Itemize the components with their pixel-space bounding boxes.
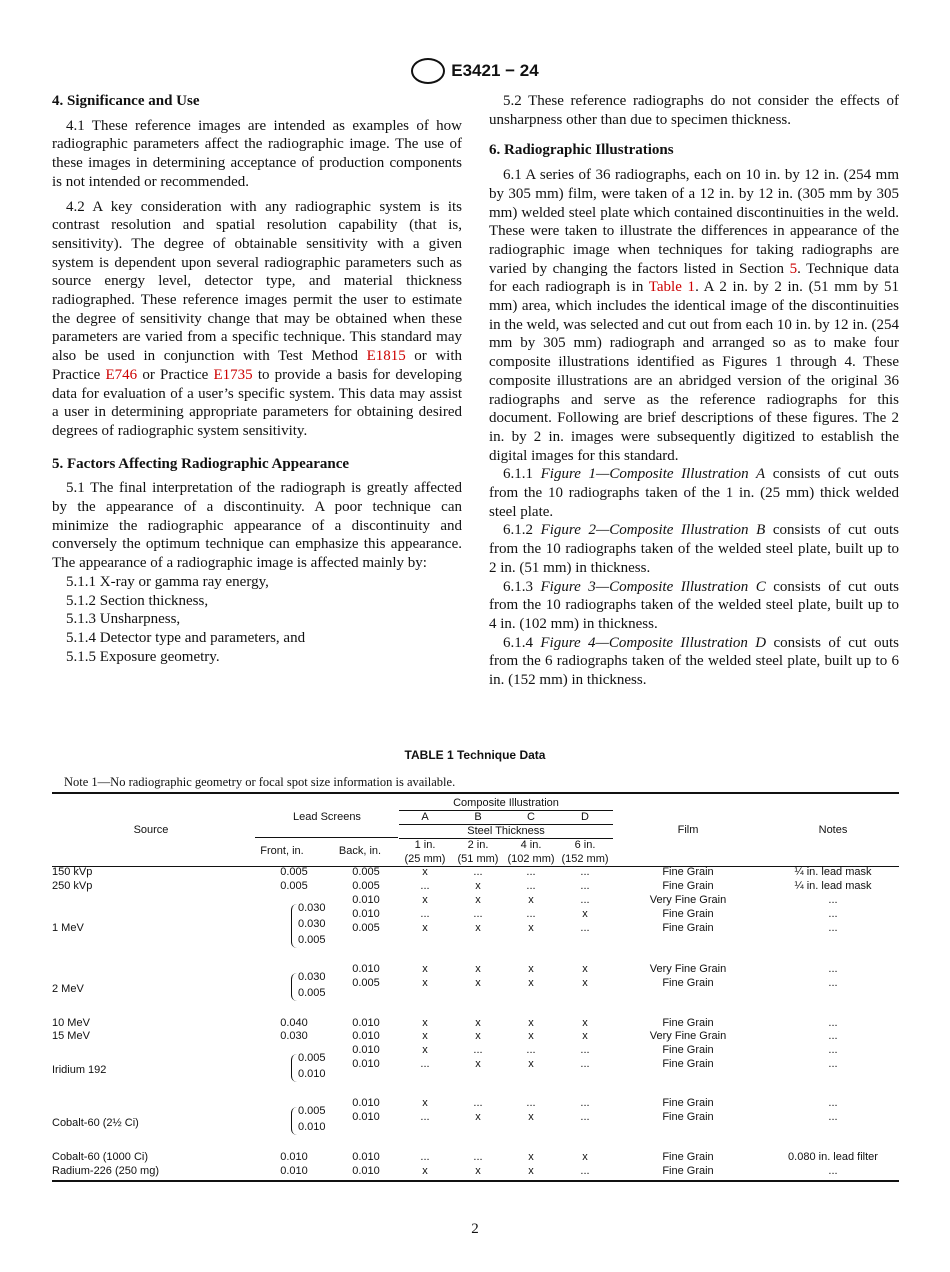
cell-composite-c: x — [528, 1165, 534, 1177]
cell-composite-b: x — [475, 880, 481, 892]
cell-composite-c: ... — [526, 866, 536, 878]
cell-composite-d: x — [582, 963, 588, 975]
brace-glyph — [291, 1107, 297, 1135]
header-thick-1-mm: (25 mm) — [404, 853, 446, 865]
cell-composite-d: ... — [580, 1044, 590, 1056]
cell-front: 0.040 — [280, 1017, 308, 1029]
cell-composite-d: x — [582, 1030, 588, 1042]
header-letter-c: C — [527, 811, 535, 823]
cell-composite-b: x — [475, 1165, 481, 1177]
text: 4.2 A key consideration with any radiographic system is its contrast resolution and spatial resolution capability (that is, sensitivity). The degree of obtainable sensitivity with a given system is dependent upon several radiographic parameters such as source energy level, detector type, and material thickness radiographed. These reference images permit the user to estimate the degree of sensitivity change that may be obtained when these parameters are varied from a specific technique. This standard may also be used in conjunction with Test Method — [52, 198, 462, 365]
text: 6.1.4 — [503, 634, 541, 651]
page-number: 2 — [471, 1221, 479, 1237]
cell-notes: ... — [828, 1097, 838, 1109]
cell-front: 0.030 — [298, 918, 326, 930]
cell-film: Fine Grain — [662, 1058, 714, 1070]
cell-back: 0.010 — [352, 1111, 380, 1123]
header-thick-4-mm: (102 mm) — [507, 853, 555, 865]
cell-back: 0.010 — [352, 1030, 380, 1042]
cell-notes: ... — [828, 908, 838, 920]
cell-back: 0.010 — [352, 1017, 380, 1029]
table-title: TABLE 1 Technique Data — [404, 748, 546, 762]
cell-composite-b: ... — [473, 866, 483, 878]
cell-composite-a: x — [422, 963, 428, 975]
header-source: Source — [133, 824, 169, 836]
cell-film: Very Fine Grain — [649, 963, 727, 975]
cell-composite-a: x — [422, 1017, 428, 1029]
cell-front: 0.005 — [298, 1105, 326, 1117]
cell-composite-c: x — [528, 977, 534, 989]
para-5-1: 5.1 The final interpretation of the radiograph is greatly affected by the appearance of a discontinuity. A poor technique can minimize the radiographic appearance of a discontinuity and conversely the optimum technique can emphasize this appearance. The appearance of a radiographic image is affected mainly by: — [52, 480, 462, 572]
cell-composite-c: x — [528, 922, 534, 934]
cell-composite-b: x — [475, 894, 481, 906]
cell-source: 1 MeV — [52, 922, 84, 934]
list-item: 5.1.5 Exposure geometry. — [66, 648, 220, 665]
text: or with Practice — [52, 348, 463, 383]
cell-composite-c: x — [528, 1058, 534, 1070]
para-6-1-4 — [489, 634, 899, 690]
header-letter-d: D — [581, 811, 589, 823]
cell-composite-b: x — [475, 1111, 481, 1123]
cell-composite-c: x — [528, 1111, 534, 1123]
cell-back: 0.005 — [352, 922, 380, 934]
cell-composite-d: ... — [580, 1111, 590, 1123]
text: 6.1.3 — [503, 578, 541, 595]
list-item: 5.1.3 Unsharpness, — [66, 611, 181, 628]
cell-notes: ... — [828, 894, 838, 906]
cell-composite-b: x — [475, 1030, 481, 1042]
cell-film: Fine Grain — [662, 1165, 714, 1177]
cell-composite-a: x — [422, 1030, 428, 1042]
cell-composite-d: x — [582, 1151, 588, 1163]
cell-back: 0.010 — [352, 1165, 380, 1177]
cell-composite-b: x — [475, 977, 481, 989]
cell-front: 0.030 — [298, 971, 326, 983]
header-thick-2-mm: (51 mm) — [457, 853, 499, 865]
cell-composite-a: ... — [420, 1058, 430, 1070]
figure-ref: Figure 3—Composite Illustration C — [540, 578, 766, 595]
cell-composite-a: x — [422, 1165, 428, 1177]
text: to provide a basis for developing data for evaluation of a user’s specific system. This data may assist a user in determining appropriate parameters for obtaining desired degrees of radiographic system sensitivity. — [52, 366, 462, 439]
cell-notes: ... — [828, 1017, 838, 1029]
text: consists of cut outs from the 6 radiographs taken of the welded steel plate, built up to 6 in. (152 mm) in thickness. — [489, 634, 899, 689]
cell-front: 0.030 — [280, 1030, 308, 1042]
cell-front: 0.010 — [298, 1121, 326, 1133]
cell-composite-b: ... — [473, 1097, 483, 1109]
astm-logo — [411, 58, 445, 84]
cell-composite-b: ... — [473, 908, 483, 920]
header-letter-b: B — [474, 811, 482, 823]
figure-ref: Figure 4—Composite Illustration D — [540, 634, 767, 651]
text: 6.1.2 — [503, 522, 541, 539]
cell-back: 0.005 — [352, 880, 380, 892]
cell-back: 0.005 — [352, 866, 380, 878]
cell-back: 0.010 — [352, 1058, 380, 1070]
header-thick-2: 2 in. — [467, 839, 489, 851]
text: 6.1 A series of 36 radiographs, each on 10 in. by 12 in. (254 mm by 305 mm) film, were taken of a 12 in. by 12 in. (305 mm by 305 mm) welded steel plate which contained discontinuities in the weld. These were taken to illustrate the differences in appearance of the radiographic image when techniques for taking radiographs are varied by changing the factors listed in Section — [489, 167, 899, 277]
cell-composite-d: ... — [580, 1097, 590, 1109]
text: . Technique data for each radiograph is in — [489, 260, 899, 296]
para-6-1 — [489, 166, 899, 465]
cell-composite-a: x — [422, 1044, 428, 1056]
cell-source: Cobalt-60 (1000 Ci) — [52, 1151, 148, 1163]
para-6-1-1 — [489, 465, 899, 521]
header-letter-a: A — [421, 811, 429, 823]
cell-notes: 0.080 in. lead filter — [788, 1151, 878, 1163]
cell-front: 0.010 — [280, 1151, 308, 1163]
right-column — [489, 92, 899, 690]
header-film: Film — [677, 824, 699, 836]
section-5-title: 5. Factors Affecting Radiographic Appearance — [52, 455, 350, 472]
list-item: 5.1.2 Section thickness, — [66, 592, 209, 609]
cell-composite-c: x — [528, 1030, 534, 1042]
header-steel-thickness: Steel Thickness — [467, 825, 545, 837]
link-section-5[interactable]: 5 — [789, 260, 798, 277]
header-lead-screens: Lead Screens — [293, 811, 361, 823]
left-column — [52, 92, 462, 666]
text: . A 2 in. by 2 in. (51 mm by 51 mm) area, which includes the identical image of the discontinuities in the weld, was selected and cut out from each 10 in. by 12 in. (254 mm by 305 mm) radiograph and arranged so as to make four composite illustrations identified as Figures 1 through 4. These composite illustrations are an abridged version of the original 36 radiographs and serve as the reference radiographs for this document. Following are brief descriptions of these figures. The 2 in. by 2 in. images were subsequently digitized to establish the digital images for this standard. — [489, 279, 900, 464]
figure-ref: Figure 2—Composite Illustration B — [540, 522, 766, 539]
cell-composite-c: x — [528, 963, 534, 975]
cell-composite-a: x — [422, 1097, 428, 1109]
brace-glyph — [291, 973, 297, 1001]
text: consists of cut outs from the 10 radiographs taken of the welded steel plate, built up to 4 in. (102 mm) in thickness. — [489, 578, 899, 632]
cell-notes: ... — [828, 1165, 838, 1177]
link-e1815[interactable]: E1815 — [366, 348, 406, 365]
header-thick-6-mm: (152 mm) — [561, 853, 609, 865]
cell-composite-b: x — [475, 1017, 481, 1029]
cell-composite-b: x — [475, 922, 481, 934]
list-item: 5.1.1 X-ray or gamma ray energy, — [66, 573, 269, 590]
para-6-1-3 — [489, 578, 899, 634]
table-bottom-rule — [52, 1180, 899, 1182]
cell-front: 0.030 — [298, 902, 326, 914]
cell-notes: ... — [828, 922, 838, 934]
cell-front: 0.005 — [280, 866, 308, 878]
section-4-title: 4. Significance and Use — [52, 93, 200, 109]
cell-film: Fine Grain — [662, 866, 714, 878]
cell-back: 0.010 — [352, 1151, 380, 1163]
cell-front: 0.005 — [298, 987, 326, 999]
cell-front: 0.010 — [280, 1165, 308, 1177]
cell-composite-d: x — [582, 1017, 588, 1029]
cell-composite-b: x — [475, 1058, 481, 1070]
cell-composite-d: x — [582, 977, 588, 989]
cell-source: Iridium 192 — [52, 1064, 107, 1076]
cell-composite-b: x — [475, 963, 481, 975]
cell-composite-c: ... — [526, 880, 536, 892]
header-thick-6: 6 in. — [574, 839, 596, 851]
cell-front: 0.005 — [298, 1052, 326, 1064]
cell-front: 0.005 — [280, 880, 308, 892]
cell-composite-a: x — [422, 894, 428, 906]
header-front: Front, in. — [260, 845, 304, 857]
cell-front: 0.010 — [298, 1068, 326, 1080]
cell-composite-d: x — [582, 908, 588, 920]
cell-source: Cobalt-60 (2½ Ci) — [52, 1117, 139, 1129]
document-id: E3421 − 24 — [451, 61, 539, 80]
header-composite: Composite Illustration — [453, 797, 559, 809]
cell-notes: ... — [828, 1058, 838, 1070]
cell-composite-d: ... — [580, 1058, 590, 1070]
link-e1735[interactable]: E1735 — [213, 366, 253, 383]
cell-back: 0.010 — [352, 1044, 380, 1056]
para-6-1-2 — [489, 521, 899, 577]
cell-composite-a: x — [422, 922, 428, 934]
cell-notes: ... — [828, 1111, 838, 1123]
cell-composite-c: x — [528, 1151, 534, 1163]
list-item: 5.1.4 Detector type and parameters, and — [66, 629, 306, 646]
table-note: Note 1—No radiographic geometry or focal spot size information is available. — [64, 775, 456, 789]
cell-film: Fine Grain — [662, 880, 714, 892]
cell-composite-c: ... — [526, 1097, 536, 1109]
cell-composite-b: ... — [473, 1044, 483, 1056]
cell-front: 0.005 — [298, 934, 326, 946]
page-header — [0, 58, 950, 84]
cell-composite-d: ... — [580, 1165, 590, 1177]
cell-composite-a: ... — [420, 1111, 430, 1123]
cell-notes: ... — [828, 1044, 838, 1056]
cell-notes: ... — [828, 1030, 838, 1042]
cell-composite-c: ... — [526, 908, 536, 920]
cell-composite-a: ... — [420, 880, 430, 892]
text: consists of cut outs from the 10 radiographs taken of the welded steel plate, built up to 2 in. (51 mm) in thickness. — [489, 522, 899, 576]
cell-composite-c: x — [528, 1017, 534, 1029]
cell-notes: ¼ in. lead mask — [794, 880, 872, 892]
cell-film: Fine Grain — [662, 977, 714, 989]
cell-back: 0.005 — [352, 977, 380, 989]
cell-composite-c: x — [528, 894, 534, 906]
cell-source: 150 kVp — [52, 866, 93, 878]
cell-film: Fine Grain — [662, 1097, 714, 1109]
section-6-title: 6. Radiographic Illustrations — [489, 142, 674, 159]
brace-glyph — [291, 1054, 297, 1082]
cell-notes: ¼ in. lead mask — [794, 866, 872, 878]
cell-film: Very Fine Grain — [649, 894, 727, 906]
para-5-2: 5.2 These reference radiographs do not consider the effects of unsharpness other than due to specimen thickness. — [489, 93, 899, 128]
cell-composite-a: ... — [420, 908, 430, 920]
text: 6.1.1 — [503, 466, 541, 483]
cell-film: Fine Grain — [662, 922, 714, 934]
link-e746[interactable]: E746 — [105, 366, 138, 383]
cell-source: 10 MeV — [52, 1017, 90, 1029]
divider — [255, 837, 398, 838]
text: or Practice — [137, 366, 214, 383]
cell-composite-b: ... — [473, 1151, 483, 1163]
cell-film: Very Fine Grain — [649, 1030, 727, 1042]
cell-film: Fine Grain — [662, 1111, 714, 1123]
cell-source: Radium-226 (250 mg) — [52, 1165, 159, 1177]
cell-back: 0.010 — [352, 963, 380, 975]
brace-glyph — [291, 904, 297, 948]
cell-film: Fine Grain — [662, 1017, 714, 1029]
cell-notes: ... — [828, 963, 838, 975]
cell-notes: ... — [828, 977, 838, 989]
cell-back: 0.010 — [352, 908, 380, 920]
header-notes: Notes — [818, 824, 848, 836]
cell-composite-a: ... — [420, 1151, 430, 1163]
text: consists of cut outs from the 10 radiographs taken of the 1 in. (25 mm) thick welded steel plate. — [489, 466, 899, 520]
table-top-rule — [52, 792, 899, 794]
cell-source: 2 MeV — [52, 983, 84, 995]
cell-composite-d: ... — [580, 880, 590, 892]
link-table-1[interactable]: Table 1 — [648, 279, 696, 296]
cell-composite-a: x — [422, 866, 428, 878]
cell-film: Fine Grain — [662, 1151, 714, 1163]
cell-composite-d: ... — [580, 894, 590, 906]
para-4-1: 4.1 These reference images are intended as examples of how radiographic parameters affect the radiographic image. The use of these images in determining acceptance of production components is not intended or recommended. — [52, 117, 462, 190]
header-back: Back, in. — [338, 845, 382, 857]
cell-source: 250 kVp — [52, 880, 93, 892]
cell-film: Fine Grain — [662, 908, 714, 920]
cell-composite-d: ... — [580, 922, 590, 934]
figure-ref: Figure 1—Composite Illustration A — [540, 466, 766, 483]
header-thick-4: 4 in. — [520, 839, 542, 851]
cell-composite-d: ... — [580, 866, 590, 878]
header-thick-1: 1 in. — [414, 839, 436, 851]
cell-back: 0.010 — [352, 1097, 380, 1109]
cell-back: 0.010 — [352, 894, 380, 906]
cell-composite-c: ... — [526, 1044, 536, 1056]
cell-source: 15 MeV — [52, 1030, 90, 1042]
cell-film: Fine Grain — [662, 1044, 714, 1056]
cell-composite-a: x — [422, 977, 428, 989]
para-4-2 — [52, 198, 462, 441]
